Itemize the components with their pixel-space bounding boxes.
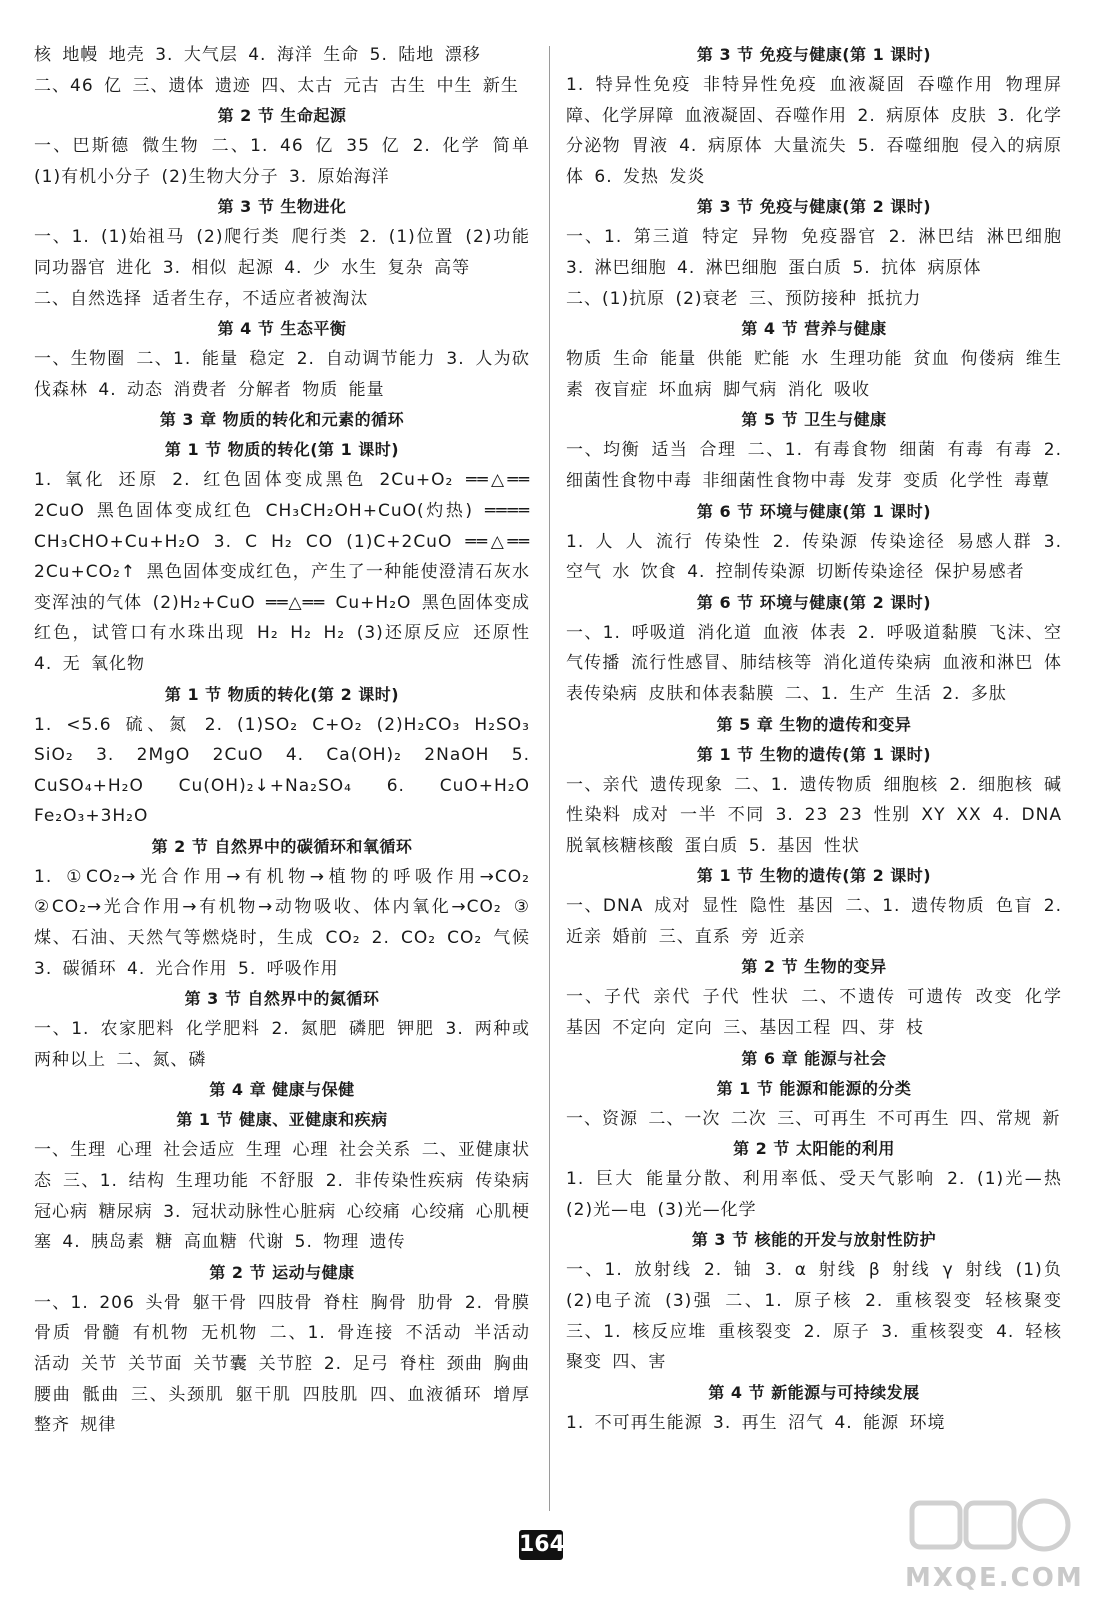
page-number: 164 (519, 1530, 563, 1560)
section-heading: 第 5 章 生物的遗传和变异 (716, 714, 912, 734)
left-column (34, 40, 530, 1441)
answer-paragraph: 一、1. 农家肥料 化学肥料 2. 氮肥 磷肥 钾肥 3. 两种或两种以上 二、氮、磷 (34, 1019, 530, 1070)
section-heading: 第 2 节 生命起源 (217, 106, 347, 126)
section-heading: 第 3 节 自然界中的氮循环 (184, 989, 380, 1009)
section-heading: 第 4 节 生态平衡 (217, 319, 347, 339)
answer-paragraph: 一、巴斯德 微生物 二、1. 46 亿 35 亿 2. 化学 简单 (1)有机小分子 (2)生物大分子 3. 原始海洋 (34, 136, 530, 187)
section-heading: 第 1 节 能源和能源的分类 (716, 1078, 912, 1098)
answer-paragraph: 1. 不可再生能源 3. 再生 沼气 4. 能源 环境 (566, 1412, 946, 1433)
section-heading: 第 4 节 新能源与可持续发展 (708, 1382, 920, 1402)
answer-paragraph: 1. 人 人 流行 传染性 2. 传染源 传染途径 易感人群 3. 空气 水 饮食 4. 控制传染源 切断传染途径 保护易感者 (566, 531, 1062, 583)
section-heading: 第 3 节 核能的开发与放射性防护 (691, 1230, 937, 1250)
answer-paragraph: 二、46 亿 三、遗体 遗迹 四、太古 元古 古生 中生 新生 (34, 75, 519, 96)
answer-paragraph: 一、1. (1)始祖马 (2)爬行类 爬行类 2. (1)位置 (2)功能 同功器官 进化 3. 相似 起源 4. 少 水生 复杂 高等 (34, 227, 530, 278)
section-heading: 第 6 节 环境与健康(第 2 课时) (696, 592, 932, 612)
section-heading: 第 2 节 自然界中的碳循环和氧循环 (151, 836, 413, 856)
answer-paragraph: 一、1. 呼吸道 消化道 血液 体表 2. 呼吸道黏膜 飞沫、空气传播 流行性感冒、肺结核等 消化道传染病 血液和淋巴 体表传染病 皮肤和体表黏膜 二、1. 生产 生活 2. 多肽 (566, 622, 1062, 704)
answer-paragraph: 1. <5.6 硫、氮 2. (1)SO₂ C+O₂ (2)H₂CO₃ H₂SO₃ SiO₂ 3. 2MgO 2CuO 4. Ca(OH)₂ 2NaOH 5. CuSO₄+H₂O Cu(OH)₂↓+Na₂SO₄ 6. CuO+H₂O Fe₂O₃+3H₂O (34, 714, 530, 827)
answer-paragraph: 一、1. 放射线 2. 铀 3. α 射线 β 射线 γ 射线 (1)负 (2)电子流 (3)强 二、1. 原子核 2. 重核裂变 轻核聚变 三、1. 核反应堆 重核裂变 2. 原子 3. 重核裂变 4. 轻核聚变 四、害 (566, 1260, 1062, 1373)
section-heading: 第 1 节 生物的遗传(第 2 课时) (696, 866, 932, 886)
section-heading: 第 1 节 生物的遗传(第 1 课时) (696, 744, 932, 764)
section-heading: 第 3 章 物质的转化和元素的循环 (159, 410, 405, 430)
section-heading: 第 4 节 营养与健康 (741, 319, 887, 339)
section-heading: 第 3 节 生物进化 (217, 197, 347, 217)
right-column (566, 40, 1062, 1438)
section-heading: 第 3 节 免疫与健康(第 2 课时) (696, 197, 932, 217)
section-heading: 第 4 章 健康与保健 (209, 1080, 355, 1100)
answer-paragraph: 1. 巨大 能量分散、利用率低、受天气影响 2. (1)光—热 (2)光—电 (3)光—化学 (566, 1169, 1062, 1220)
answer-paragraph: 一、均衡 适当 合理 二、1. 有毒食物 细菌 有毒 有毒 2. 细菌性食物中毒 非细菌性食物中毒 发芽 变质 化学性 毒蕈 (566, 440, 1062, 491)
answer-paragraph: 二、自然选择 适者生存，不适应者被淘汰 (34, 288, 369, 309)
answer-paragraph: 一、1. 206 头骨 躯干骨 四肢骨 脊柱 胸骨 肋骨 2. 骨膜 骨质 骨髓 有机物 无机物 二、1. 骨连接 不活动 半活动 活动 关节 关节面 关节囊 关节腔 2. 足弓 脊柱 颈曲 胸曲 腰曲 骶曲 三、头颈肌 躯干肌 四肢肌 四、血液循环 增厚 整齐 规律 (34, 1292, 530, 1436)
section-heading: 第 2 节 运动与健康 (209, 1262, 355, 1282)
section-heading: 第 3 节 免疫与健康(第 1 课时) (696, 45, 932, 64)
answer-paragraph: 1. ①CO₂→光合作用→有机物→植物的呼吸作用→CO₂ ②CO₂→光合作用→有机物→动物吸收、体内氧化→CO₂ ③煤、石油、天然气等燃烧时，生成 CO₂ 2. CO₂ CO₂ 气候 3. 碳循环 4. 光合作用 5. 呼吸作用 (34, 866, 530, 979)
section-heading: 第 1 节 健康、亚健康和疾病 (176, 1110, 388, 1130)
section-heading: 第 1 节 物质的转化(第 2 课时) (164, 684, 400, 704)
section-heading: 第 5 节 卫生与健康 (741, 410, 887, 430)
answer-paragraph: 一、亲代 遗传现象 二、1. 遗传物质 细胞核 2. 细胞核 碱性染料 成对 一半 不同 3. 23 23 性别 XY XX 4. DNA 脱氧核糖核酸 蛋白质 5. 基因 性状 (566, 774, 1062, 856)
column-divider (549, 46, 550, 1511)
answer-paragraph: 一、资源 二、一次 二次 三、可再生 不可再生 四、常规 新 (566, 1108, 1061, 1129)
section-heading: 第 2 节 生物的变异 (741, 957, 887, 977)
answer-paragraph: 一、1. 第三道 特定 异物 免疫器官 2. 淋巴结 淋巴细胞 3. 淋巴细胞 4. 淋巴细胞 蛋白质 5. 抗体 病原体 (566, 227, 1062, 278)
section-heading: 第 6 节 环境与健康(第 1 课时) (696, 501, 932, 521)
answer-paragraph: 二、(1)抗原 (2)衰老 三、预防接种 抵抗力 (566, 288, 922, 309)
answer-paragraph: 物质 生命 能量 供能 贮能 水 生理功能 贫血 佝偻病 维生素 夜盲症 坏血病 脚气病 消化 吸收 (566, 349, 1062, 400)
answer-paragraph: 一、子代 亲代 子代 性状 二、不遗传 可遗传 改变 化学 基因 不定向 定向 三、基因工程 四、芽 枝 (566, 987, 1062, 1039)
answer-paragraph: 一、生物圈 二、1. 能量 稳定 2. 自动调节能力 3. 人为砍伐森林 4. 动态 消费者 分解者 物质 能量 (34, 349, 530, 400)
answer-paragraph: 1. 氧化 还原 2. 红色固体变成黑色 2Cu+O₂ ══△══ 2CuO 黑色固体变成红色 CH₃CH₂OH+CuO(灼热) ════ CH₃CHO+Cu+H₂O 3. C H₂ CO (1)C+2CuO ══△══ 2Cu+CO₂↑ 黑色固体变成红色，产生了一种能使澄清石灰水变浑浊的气体 (2)H₂+CuO ══△══ Cu+H₂O 黑色固体变成红色，试管口有水珠出现 H₂ H₂ H₂ (3)还原反应 还原性 4. 无 氧化物 (34, 470, 530, 674)
answer-paragraph: 1. 特异性免疫 非特异性免疫 血液凝固 吞噬作用 物理屏障、化学屏障 血液凝固、吞噬作用 2. 病原体 皮肤 3. 化学分泌物 胃液 4. 病原体 大量流失 5. 吞噬细胞 侵入的病原体 6. 发热 发炎 (566, 75, 1062, 187)
answer-paragraph: 核 地幔 地壳 3. 大气层 4. 海洋 生命 5. 陆地 漂移 (34, 45, 481, 65)
answer-paragraph: 一、生理 心理 社会适应 生理 心理 社会关系 二、亚健康状态 三、1. 结构 生理功能 不舒服 2. 非传染性疾病 传染病 冠心病 糖尿病 3. 冠状动脉性心脏病 心绞痛 心绞痛 心肌梗塞 4. 胰岛素 糖 高血糖 代谢 5. 物理 遗传 (34, 1140, 530, 1253)
section-heading: 第 2 节 太阳能的利用 (733, 1139, 895, 1159)
section-heading: 第 6 章 能源与社会 (741, 1048, 887, 1068)
answer-paragraph: 一、DNA 成对 显性 隐性 基因 二、1. 遗传物质 色盲 2. 近亲 婚前 三、直系 旁 近亲 (566, 896, 1062, 947)
section-heading: 第 1 节 物质的转化(第 1 课时) (164, 440, 400, 460)
watermark-text: MXQE.COM (905, 1563, 1084, 1593)
